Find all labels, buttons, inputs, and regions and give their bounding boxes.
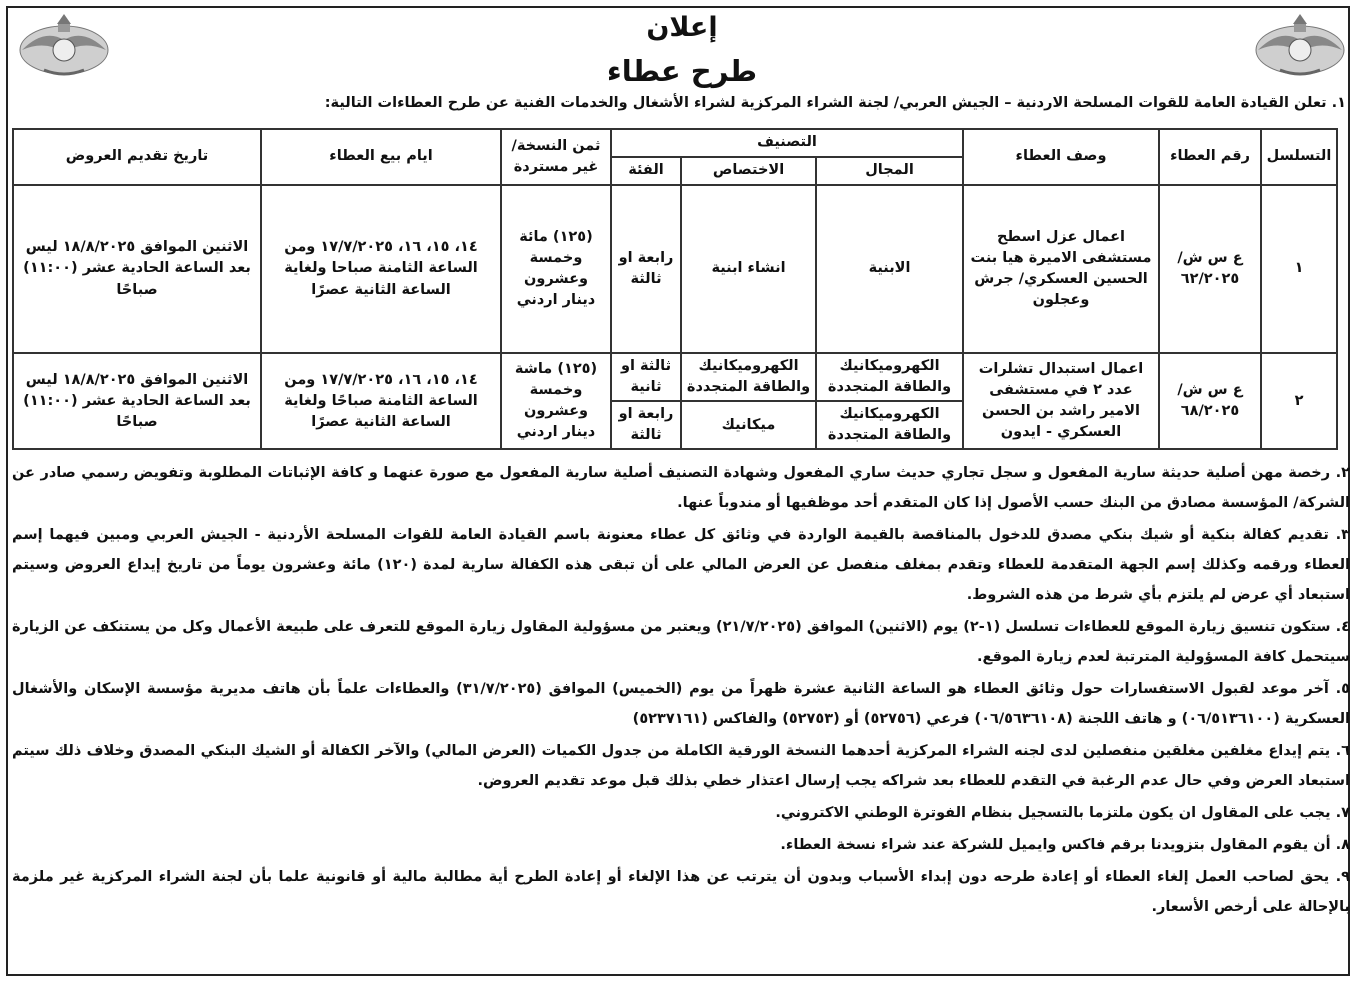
header-classification: التصنيف [611,129,963,157]
intro-paragraph: ١. تعلن القيادة العامة للقوات المسلحة الاردنية – الجيش العربي/ لجنة الشراء المركزية لشراء الأشغال والخدمات الفنية عن طرح العطاءات التالية: [324,95,1346,111]
header-sale-days: ايام بيع العطاء [261,129,501,185]
term-item: ٥. آخر موعد لقبول الاستفسارات حول وثائق العطاء هو الساعة الثانية عشرة ظهراً من يوم (الخميس) الموافق (٣١/٧/٢٠٢٥) والعطاءات علماً بأن هاتف مديرية مؤسسة الإسكان والأشغال العسكرية (٠٦/٥١٣٦١٠٠) و هاتف اللجنة (٠٦/٥٦٣٦١٠٨) فرعي (٥٢٧٥٦) أو (٥٢٧٥٣) والفاكس (٥٢٣٧١٦١) [12,681,1350,727]
cell-description: اعمال استبدال تشلرات عدد ٢ في مستشفى الامير راشد بن الحسن العسكري - ايدون [963,353,1159,449]
cell-tender-number: ع س ش/٦٢/٢٠٢٥ [1159,185,1261,353]
advert-title: إعلان [646,12,718,43]
table-row [13,185,1337,353]
header-field: المجال [816,157,963,185]
term-item: ٩. يحق لصاحب العمل إلغاء العطاء أو إعادة طرحه دون إبداء الأسباب وبدون أن يترتب عن هذا الإلغاء أو إعادة الطرح أية مطالبة مالية أو قانونية علما بأن لجنة الشراء المركزية غير ملزمة بالإحالة على أرخص الأسعار. [12,869,1350,915]
header-category: الفئة [611,157,681,185]
cell-submission-date: الاثنين الموافق ١٨/٨/٢٠٢٥ ليس بعد الساعة الحادية عشر (١١:٠٠) صباحًا [13,353,261,449]
cell-price: (١٢٥) مائة وخمسة وعشرون دينار اردني [501,185,611,353]
cell-tender-number: ع س ش/٦٨/٢٠٢٥ [1159,353,1261,449]
term-item: ٤. ستكون تنسيق زيارة الموقع للعطاءات تسلسل (١-٢) يوم (الاثنين) الموافق (٢١/٧/٢٠٢٥) ويعتبر من مسؤولية المقاول زيارة الموقع للتعرف على طبيعة الأعمال وكل من يستنكف عن الزيارة سيتحمل كافة المسؤولية المترتبة لعدم زيارة الموقع. [12,619,1350,665]
cell-specialty: انشاء ابنية [681,185,816,353]
cell-serial: ٢ [1261,353,1337,449]
cell-sale-days: ١٤، ١٥، ١٦، ١٧/٧/٢٠٢٥ ومن الساعة الثامنة صباحا ولغاية الساعة الثانية عصرًا [261,185,501,353]
term-item: ٢. رخصة مهن أصلية حديثة سارية المفعول و سجل تجاري حديث ساري المفعول وشهادة التصنيف أصلية سارية المفعول مع صورة عنهما و كافة الإثباتات المطلوبة وتفويض رسمي صادر عن الشركة/ المؤسسة مصادق من البنك حسب الأصول إذا كان المتقدم أحد موظفيها أو مندوباً عنها. [12,465,1350,511]
header-price: ثمن النسخة/ غير مستردة [501,129,611,185]
cell-specialty: الكهروميكانيك والطاقة المتجددة [681,353,816,401]
cell-category: ثالثة او ثانية [611,353,681,401]
header-specialty: الاختصاص [681,157,816,185]
cell-field: الابنية [816,185,963,353]
term-item: ٨. أن يقوم المقاول بتزويدنا برقم فاكس وايميل للشركة عند شراء نسخة العطاء. [780,837,1350,853]
header-serial: التسلسل [1261,129,1337,185]
term-item: ٣. تقديم كفالة بنكية أو شيك بنكي مصدق للدخول بالمناقصة بالقيمة الواردة في وثائق كل عطاء معنونة باسم القيادة العامة للقوات المسلحة الأردنية - الجيش العربي ومبين فيهما إسم العطاء ورقمه وكذلك إسم الجهة المتقدمة للعطاء وتقدم بمغلف منفصل عن العرض المالي على أن تبقى هذه الكفالة سارية لمدة (١٢٠) مائة وعشرون يوماً من تاريخ إيداع العروض وسيتم استبعاد أي عرض لم يلتزم بأي شرط من هذه الشروط. [12,527,1351,603]
term-item: ٧. يجب على المقاول ان يكون ملتزما بالتسجيل بنظام الفوترة الوطني الاكتروني. [775,805,1350,821]
cell-category: رابعة او ثالثة [611,401,681,449]
cell-specialty: ميكانيك [681,401,816,449]
header-description: وصف العطاء [963,129,1159,185]
header-submission-date: تاريخ تقديم العروض [13,129,261,185]
cell-field: الكهروميكانيك والطاقة المتجددة [816,401,963,449]
terms-list [12,458,1350,924]
cell-sale-days: ١٤، ١٥، ١٦، ١٧/٧/٢٠٢٥ ومن الساعة الثامنة صباحًا ولغاية الساعة الثانية عصرًا [261,353,501,449]
cell-field: الكهروميكانيك والطاقة المتجددة [816,353,963,401]
advert-subtitle: طرح عطاء [606,54,758,88]
term-item: ٦. يتم إيداع مغلفين مغلقين منفصلين لدى لجنه الشراء المركزية أحدهما النسخة الورقية الكاملة من جدول الكميات (العرض المالي) والآخر الكفالة أو الشيك البنكي المصدق وخلاف ذلك سيتم استبعاد العرض وفي حال عدم الرغبة في التقدم للعطاء بعد شراكه يجب إرسال اعتذار خطي بذلك قبل موعد تقديم العروض. [12,743,1350,789]
header-tender-number: رقم العطاء [1159,129,1261,185]
cell-category: رابعة او ثالثة [611,185,681,353]
cell-serial: ١ [1261,185,1337,353]
cell-description: اعمال عزل اسطح مستشفى الاميرة هيا بنت الحسين العسكري/ جرش وعجلون [963,185,1159,353]
tenders-table [12,128,1338,450]
table-row [13,353,1337,401]
cell-submission-date: الاثنين الموافق ١٨/٨/٢٠٢٥ ليس بعد الساعة الحادية عشر (١١:٠٠) صباحًا [13,185,261,353]
cell-price: (١٢٥) ماشة وخمسة وعشرون دينار اردني [501,353,611,449]
